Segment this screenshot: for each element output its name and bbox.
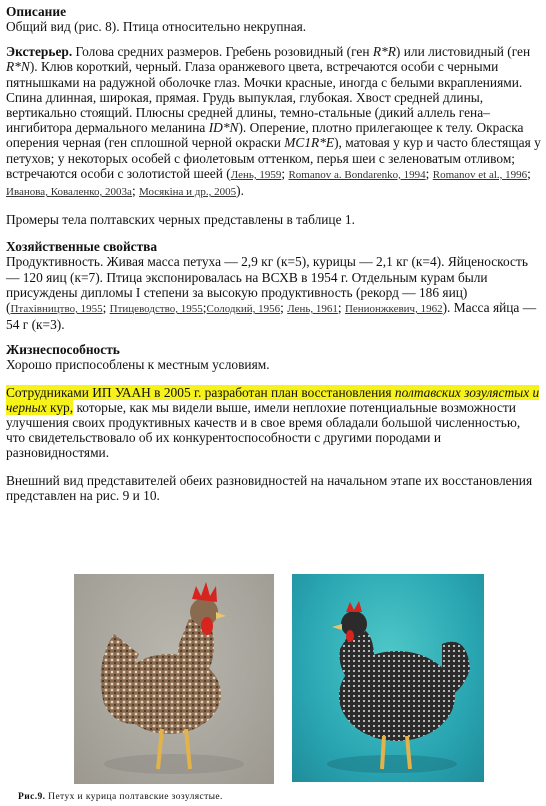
description-text: Общий вид (рис. 8). Птица относительно некрупная. — [6, 19, 307, 34]
restoration-paragraph — [6, 385, 542, 461]
reference-link[interactable]: Romanov a. Bondarenko, 1994 — [288, 168, 426, 181]
reference-link[interactable]: Лень, 1959 — [230, 168, 282, 181]
viability-text: Хорошо приспособлены к местным условиям. — [6, 357, 270, 373]
exterior-text-a: Голова средних размеров. Гребень розовидный (ген — [72, 44, 373, 60]
highlight-italic: полтавских зозулястых и черных — [6, 384, 540, 415]
exterior-text-c: ). Клюв короткий, черный. Глаза оранжевого цвета, встречаются особи с черными пятнышками на радужной оболочке глаз. Мочки красные, иногда с белыми вкраплениями. Спина длинная, широкая, прямая. Грудь выпуклая, глубокая. Хвост средней длины, вертикально стоящий. Плюсны средней длины, темно-стальные (дикий аллель гена–ингибитора дермального меланина — [6, 59, 523, 136]
gene-id: ID*N — [208, 120, 239, 136]
highlight-part-a: Сотрудниками ИП УААН в 2005 г. разработан план восстановления — [6, 384, 395, 400]
description-heading: Описание — [6, 4, 67, 19]
rooster-icon — [74, 574, 274, 784]
restoration-text: которые, как мы видели выше, имели неплохие потенциальные возможности улучшения своих продуктивных качеств и в свое время обладали большой численностью, что свидетельствовало об их конкурентоспособности с другими породами и разновидностями. — [6, 399, 521, 461]
document-page — [6, 4, 542, 503]
separator: ; — [202, 300, 207, 316]
viability-heading: Жизнеспособность — [6, 342, 120, 358]
economic-text-b: ). Масса яйца — 54 г (к=3). — [6, 300, 537, 333]
gene-r: R*R — [372, 44, 396, 60]
separator: ; — [425, 165, 433, 181]
measurements-text: Промеры тела полтавских черных представлены в таблице 1. — [6, 212, 355, 228]
highlight-part-b: кур, — [46, 399, 74, 415]
reference-link[interactable]: Пенионжкевич, 1962 — [344, 303, 443, 316]
rooster-photo — [74, 574, 274, 784]
hen-photo — [292, 574, 484, 782]
gene-mc1r: MC1R*E — [284, 135, 335, 151]
reference-link[interactable]: Romanov et al., 1996 — [432, 168, 528, 181]
economic-text-a: Продуктивность. Живая масса петуха — 2,9 кг (к=5), курицы — 2,1 кг (к=4). Яйценоскость — 120 яиц (к=7). Птица экспонировалась на ВСХВ в 1954 г. Отдельным курам были присуждены дипломы I степени за высокую продуктивность (рекорд — 186 яиц) ( — [6, 254, 528, 316]
appearance-text: Внешний вид представителей обеих разновидностей на начальном этапе их восстановления представлен на рис. 9 и 10. — [6, 472, 533, 503]
exterior-paragraph — [6, 44, 542, 200]
gene-n: R*N — [6, 59, 30, 75]
reference-link[interactable]: Иванова, Коваленко, 2003а — [6, 186, 132, 199]
figure-photos — [0, 574, 546, 784]
separator: ; — [131, 183, 140, 199]
separator: ; — [281, 165, 289, 181]
separator: ; — [280, 300, 288, 316]
separator: ; — [337, 300, 345, 316]
economic-paragraph — [6, 254, 542, 332]
figure-caption — [18, 792, 223, 802]
reference-link[interactable]: Птицеводство, 1955 — [109, 303, 203, 316]
reference-link[interactable]: Лень, 1961 — [287, 303, 338, 316]
caption-text: Петух и курица полтавские зозулястые. — [45, 792, 223, 802]
exterior-text-b: ) или листовидный (ген — [395, 44, 531, 60]
exterior-heading: Экстерьер. — [6, 44, 73, 60]
exterior-text-e: ), матовая у кур и часто блестящая у петухов; у некоторых особей с фиолетовым оттенком, перья шеи с зеленоватым отливом; встречаются особи с золотистой шеей ( — [6, 135, 541, 181]
hen-icon — [292, 574, 484, 782]
caption-label: Рис.9. — [18, 792, 46, 802]
exterior-end: ). — [236, 183, 244, 199]
reference-link[interactable]: Солодкий, 1956 — [206, 303, 281, 316]
economic-heading: Хозяйственные свойства — [6, 239, 158, 255]
reference-link[interactable]: Птахівництво, 1955 — [10, 303, 103, 316]
separator: ; — [527, 165, 531, 181]
exterior-text-d: ). Оперение, плотно прилегающее к телу. Окраска оперения черная (ген сплошной черной окраски — [6, 120, 524, 151]
separator: ; — [102, 300, 110, 316]
reference-link[interactable]: Мосякіна и др., 2005 — [139, 186, 237, 199]
